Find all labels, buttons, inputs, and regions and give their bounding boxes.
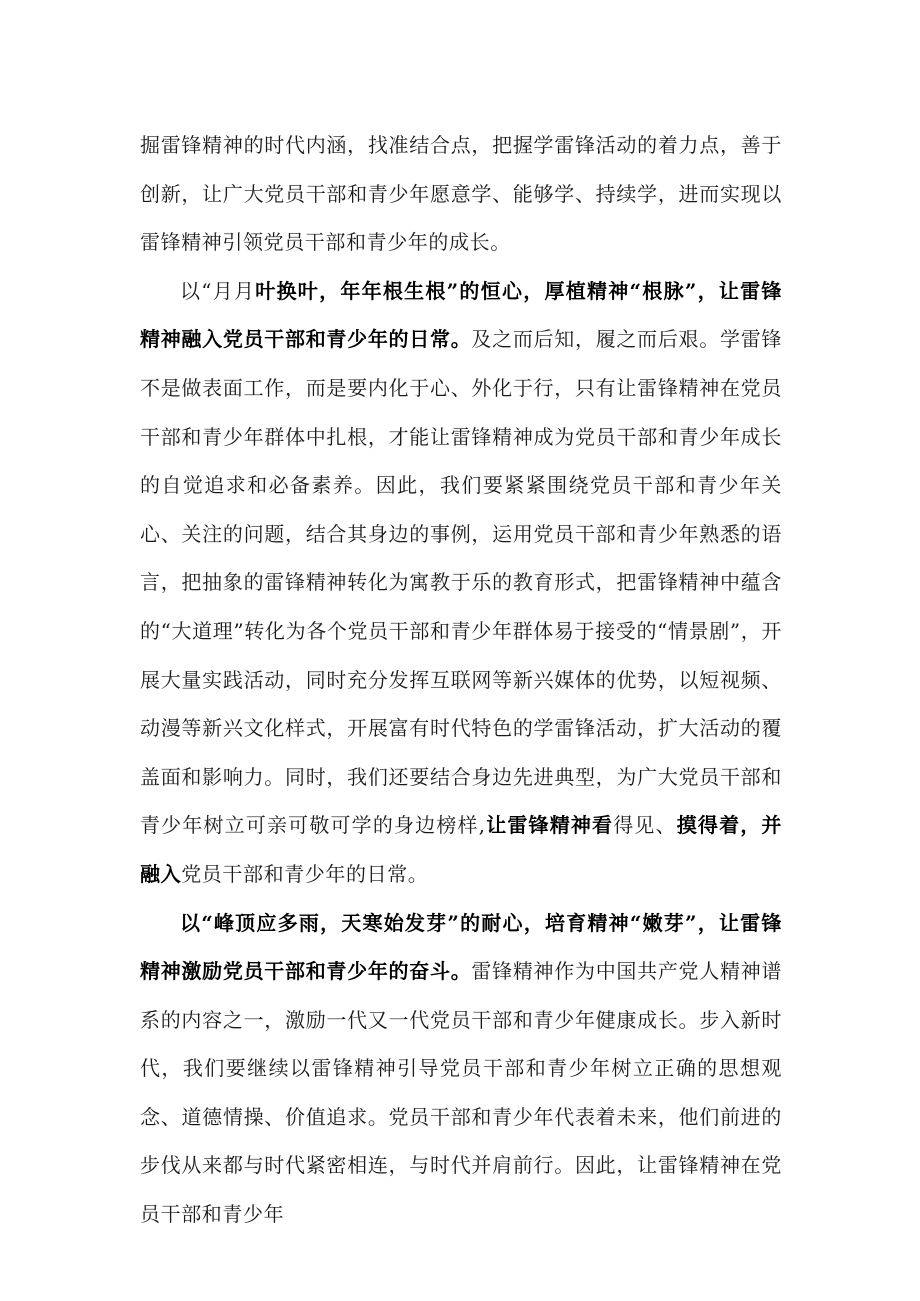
paragraph-3 [140,899,782,1239]
bold-text-run: 摸得着，并融入 [140,813,783,886]
paragraph-1 [140,121,782,267]
bold-text-run: 叶换叶，年年根生根”的恒心，厚植精神“根脉”，让雷锋精神融入党员干部和青少年的日常。 [140,278,782,352]
text-run: 掘雷锋精神的时代内涵，找准结合点，把握学雷锋活动的着力点，善于创新，让广大党员干部和青少年愿意学、能够学、持续学，进而实现以雷锋精神引领党员干部和青少年的成长。 [140,133,782,255]
text-run: 雷锋精神作为中国共产党人精神谱系的内容之一，激励一代又一代党员干部和青少年健康成长。步入新时代，我们要继续以雷锋精神引导党员干部和青少年树立正确的思想观念、道德情操、价值追求。党员干部和青少年代表着未来，他们前进的步伐从来都与时代紧密相连，与时代并肩前行。因此，让雷锋精神在党员干部和青少年 [140,959,783,1227]
paragraph-2 [140,267,782,899]
text-run: 以“月月 [180,278,256,303]
text-run: 及之而后知，履之而后艰。学雷锋不是做表面工作，而是要内化于心、外化于行，只有让雷锋精神在党员干部和青少年群体中扎根，才能让雷锋精神成为党员干部和青少年成长的自觉追求和必备素养。因此，我们要紧紧围绕党员干部和青少年关心、关注的问题，结合其身边的事例，运用党员干部和青少年熟悉的语言，把抽象的雷锋精神转化为寓教于乐的教育形式，把雷锋精神中蕴含的“大道理”转化为各个党员干部和青少年群体易于接受的“情景剧”，开展大量实践活动，同时充分发挥互联网等新兴媒体的优势，以短视频、动漫等新兴文化样式，开展富有时代特色的学雷锋活动，扩大活动的覆盖面和影响力。同时，我们还要结合身边先进典型，为广大党员干部和青少年树立可亲可敬可学的身边榜样, [140,327,783,838]
text-run: 党员干部和青少年的日常。 [181,861,429,886]
document-body [140,121,782,1239]
text-run: 得见、 [613,813,677,838]
bold-text-run: 让雷锋精神看 [485,813,614,838]
bold-text-run: 以“峰顶应多雨，天寒始发芽”的耐心，培育精神“嫩芽”，让雷锋精神激励党员干部和青少年的奋斗。 [140,910,782,984]
